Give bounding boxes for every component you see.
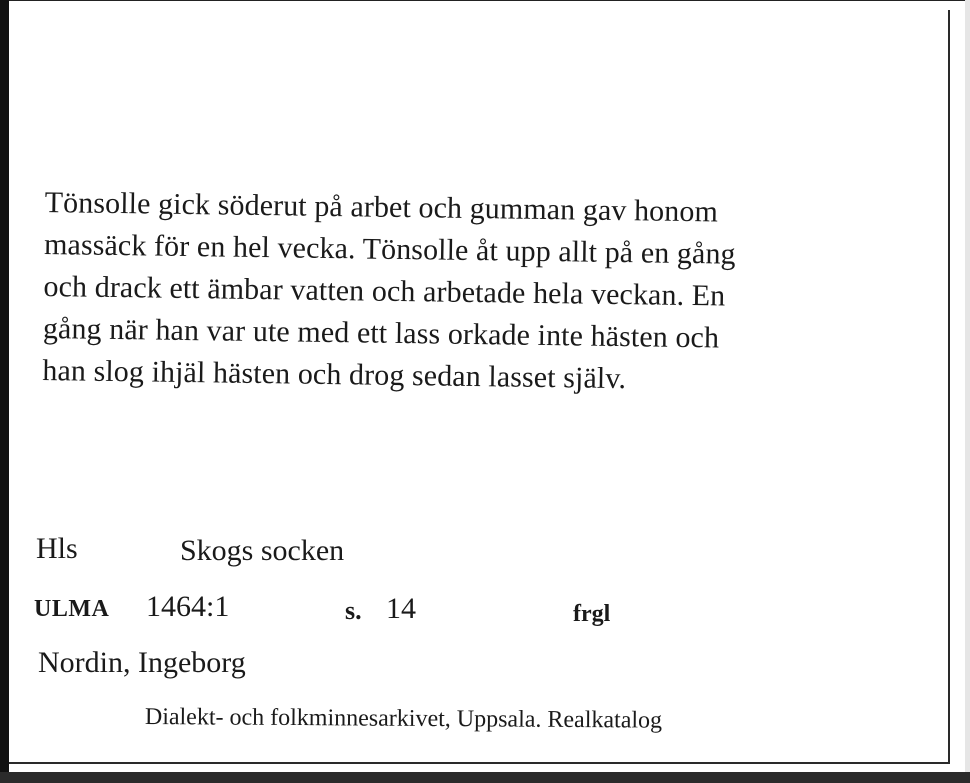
scan-left-edge — [0, 0, 9, 783]
story-text — [42, 182, 905, 404]
archive-footer: Dialekt- och folkminnesarkivet, Uppsala. Realkatalog — [144, 704, 663, 734]
recorder-name: Nordin, Ingeborg — [38, 646, 246, 679]
page-label: s. — [345, 596, 362, 625]
story-line: och drack ett ämbar vatten och arbetade hela veckan. En — [43, 269, 726, 313]
story-line: gång när han var ute med ett lass orkade inte hästen och — [42, 311, 720, 355]
story-line: massäck för en hel vecka. Tönsolle åt upp allt på en gång — [43, 227, 736, 271]
category-code: frgl — [573, 601, 611, 627]
story-line: Tönsolle gick söderut på arbet och gumman gav honom — [44, 185, 719, 229]
accession-number: 1464:1 — [146, 590, 230, 623]
card-bottom-border — [9, 762, 950, 764]
story-line: han slog ihjäl hästen och drog sedan lasset själv. — [42, 353, 627, 396]
parish-name: Skogs socken — [180, 534, 345, 567]
region-code: Hls — [36, 532, 78, 565]
card-right-border — [948, 10, 950, 762]
page-number: 14 — [386, 592, 416, 625]
archive-abbreviation: ULMA — [34, 596, 110, 622]
scan-bottom-edge — [0, 772, 970, 783]
scan-right-edge — [965, 0, 970, 783]
card-top-border — [9, 0, 970, 3]
